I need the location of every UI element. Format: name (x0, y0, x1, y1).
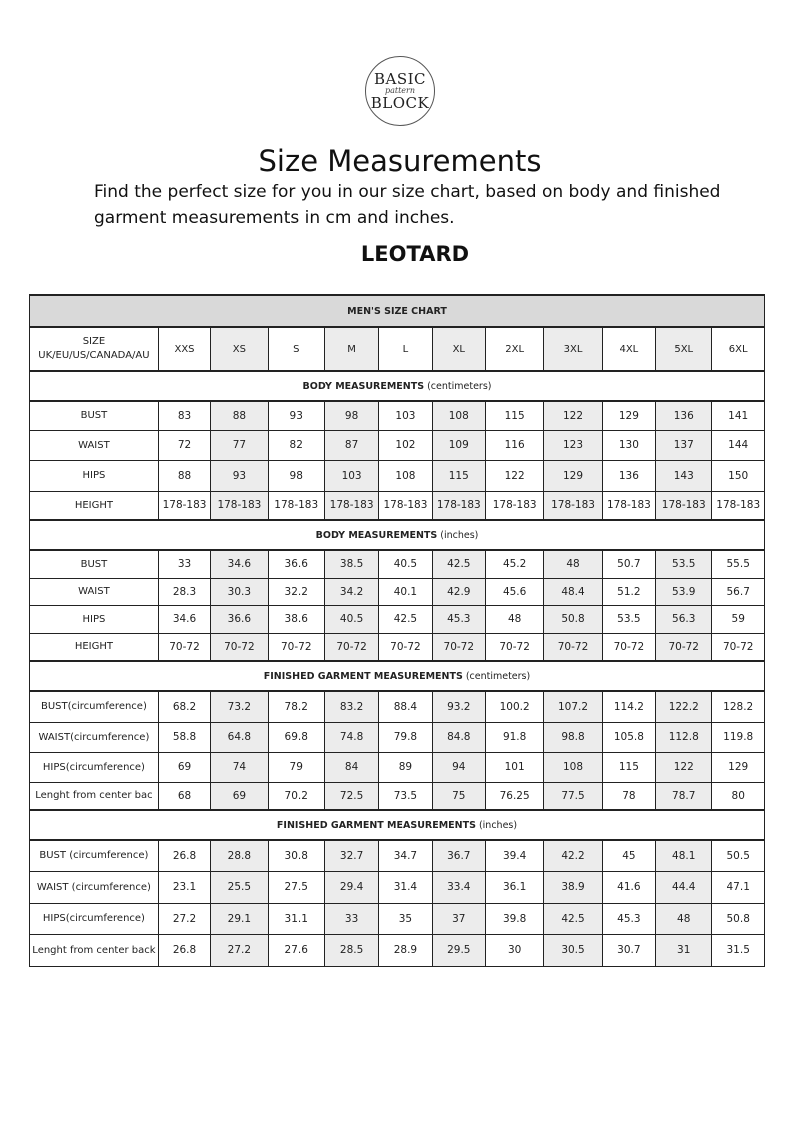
measurement-label: WAIST (30, 430, 159, 460)
size-label-cell (30, 327, 159, 371)
measurement-value: 122 (544, 401, 602, 430)
section-title-main: FINISHED GARMENT MEASUREMENTS (263, 670, 463, 682)
measurement-value: 129 (544, 460, 602, 491)
measurement-value: 78.2 (268, 691, 324, 722)
measurement-value: 28.3 (158, 578, 210, 605)
measurement-value: 28.8 (211, 840, 268, 871)
measurement-value: 35 (379, 903, 432, 934)
section-title-unit: (centimeters) (462, 670, 531, 682)
measurement-value: 27.5 (268, 871, 324, 903)
measurement-value: 141 (712, 401, 765, 430)
measurement-value: 39.8 (485, 903, 543, 934)
measurement-value: 41.6 (602, 871, 655, 903)
section-title-main: FINISHED GARMENT MEASUREMENTS (276, 819, 476, 831)
measurement-value: 178-183 (485, 491, 543, 520)
measurement-value: 103 (324, 460, 378, 491)
measurement-value: 42.5 (432, 550, 485, 578)
measurement-value: 78 (602, 782, 655, 810)
measurement-value: 128.2 (712, 691, 765, 722)
measurement-value: 34.2 (324, 578, 378, 605)
brand-logo (365, 56, 435, 126)
measurement-value: 77 (211, 430, 268, 460)
measurement-value: 34.7 (379, 840, 432, 871)
measurement-value: 36.7 (432, 840, 485, 871)
measurement-value: 69 (211, 782, 268, 810)
measurement-value: 84.8 (432, 722, 485, 752)
measurement-value: 129 (712, 752, 765, 782)
size-header-cell: L (379, 327, 432, 371)
measurement-value: 83 (158, 401, 210, 430)
measurement-value: 47.1 (712, 871, 765, 903)
section-header-row (30, 661, 765, 691)
measurement-value: 88.4 (379, 691, 432, 722)
measurement-value: 31.5 (712, 934, 765, 966)
measurement-value: 37 (432, 903, 485, 934)
measurement-value: 143 (656, 460, 712, 491)
measurement-value: 30 (485, 934, 543, 966)
measurement-value: 98.8 (544, 722, 602, 752)
logo-word-basic: BASIC (373, 69, 427, 88)
measurement-label: WAIST (30, 578, 159, 605)
measurement-value: 48.4 (544, 578, 602, 605)
measurement-value: 178-183 (158, 491, 210, 520)
measurement-value: 72 (158, 430, 210, 460)
section-title (30, 371, 765, 401)
measurement-value: 72.5 (324, 782, 378, 810)
measurement-value: 79.8 (379, 722, 432, 752)
measurement-value: 122.2 (656, 691, 712, 722)
measurement-row (30, 550, 765, 578)
measurement-value: 88 (211, 401, 268, 430)
measurement-value: 33.4 (432, 871, 485, 903)
measurement-value: 94 (432, 752, 485, 782)
measurement-value: 122 (656, 752, 712, 782)
measurement-value: 42.5 (544, 903, 602, 934)
measurement-value: 36.1 (485, 871, 543, 903)
measurement-row (30, 903, 765, 934)
measurement-value: 100.2 (485, 691, 543, 722)
measurement-value: 114.2 (602, 691, 655, 722)
measurement-value: 40.1 (379, 578, 432, 605)
measurement-value: 70-72 (656, 633, 712, 661)
size-label-regions: UK/EU/US/CANADA/AU (38, 350, 150, 361)
measurement-value: 70.2 (268, 782, 324, 810)
measurement-value: 129 (602, 401, 655, 430)
chart-banner: MEN'S SIZE CHART (30, 295, 765, 327)
chart-banner-row (30, 295, 765, 327)
measurement-value: 150 (712, 460, 765, 491)
size-header-cell: 4XL (602, 327, 655, 371)
measurement-value: 31 (656, 934, 712, 966)
measurement-label: Lenght from center back (30, 934, 159, 966)
measurement-value: 112.8 (656, 722, 712, 752)
measurement-value: 73.5 (379, 782, 432, 810)
measurement-value: 27.6 (268, 934, 324, 966)
section-header-row (30, 810, 765, 840)
measurement-label: BUST (circumference) (30, 840, 159, 871)
measurement-value: 33 (158, 550, 210, 578)
measurement-value: 102 (379, 430, 432, 460)
measurement-value: 48 (544, 550, 602, 578)
size-header-cell: 3XL (544, 327, 602, 371)
measurement-row (30, 401, 765, 430)
measurement-value: 178-183 (379, 491, 432, 520)
measurement-value: 29.4 (324, 871, 378, 903)
logo-word-block: BLOCK (370, 93, 430, 112)
measurement-value: 70-72 (712, 633, 765, 661)
measurement-value: 75 (432, 782, 485, 810)
measurement-value: 34.6 (211, 550, 268, 578)
product-name: LEOTARD (360, 242, 470, 266)
section-title-main: BODY MEASUREMENTS (315, 529, 438, 541)
measurement-label: HEIGHT (30, 633, 159, 661)
size-header-cell: 5XL (656, 327, 712, 371)
measurement-value: 50.8 (712, 903, 765, 934)
size-header-cell: XXS (158, 327, 210, 371)
measurement-value: 119.8 (712, 722, 765, 752)
measurement-value: 55.5 (712, 550, 765, 578)
measurement-value: 178-183 (268, 491, 324, 520)
size-header-cell: M (324, 327, 378, 371)
measurement-value: 93 (211, 460, 268, 491)
measurement-value: 36.6 (268, 550, 324, 578)
measurement-value: 59 (712, 605, 765, 633)
measurement-row (30, 782, 765, 810)
measurement-value: 53.5 (602, 605, 655, 633)
measurement-row (30, 605, 765, 633)
section-title (30, 520, 765, 550)
measurement-value: 28.9 (379, 934, 432, 966)
measurement-value: 178-183 (712, 491, 765, 520)
measurement-value: 45 (602, 840, 655, 871)
measurement-row (30, 722, 765, 752)
measurement-row (30, 460, 765, 491)
measurement-row (30, 840, 765, 871)
measurement-value: 36.6 (211, 605, 268, 633)
measurement-value: 68.2 (158, 691, 210, 722)
measurement-value: 70-72 (544, 633, 602, 661)
measurement-value: 45.3 (432, 605, 485, 633)
measurement-value: 68 (158, 782, 210, 810)
measurement-value: 82 (268, 430, 324, 460)
measurement-label: HIPS(circumference) (30, 752, 159, 782)
measurement-value: 42.5 (379, 605, 432, 633)
measurement-value: 30.7 (602, 934, 655, 966)
measurement-value: 69.8 (268, 722, 324, 752)
measurement-label: WAIST(circumference) (30, 722, 159, 752)
section-title (30, 810, 765, 840)
measurement-value: 50.8 (544, 605, 602, 633)
measurement-value: 38.6 (268, 605, 324, 633)
measurement-value: 70-72 (158, 633, 210, 661)
size-header-cell: 2XL (485, 327, 543, 371)
measurement-value: 45.6 (485, 578, 543, 605)
size-header-cell: XL (432, 327, 485, 371)
measurement-value: 23.1 (158, 871, 210, 903)
measurement-value: 27.2 (211, 934, 268, 966)
measurement-value: 74 (211, 752, 268, 782)
size-label-title: SIZE (82, 336, 106, 347)
measurement-value: 122 (485, 460, 543, 491)
section-header-row (30, 371, 765, 401)
measurement-value: 78.7 (656, 782, 712, 810)
measurement-value: 50.7 (602, 550, 655, 578)
measurement-value: 98 (324, 401, 378, 430)
size-chart-table (29, 294, 765, 967)
measurement-value: 70-72 (602, 633, 655, 661)
measurement-label: BUST(circumference) (30, 691, 159, 722)
measurement-value: 30.5 (544, 934, 602, 966)
measurement-label: HEIGHT (30, 491, 159, 520)
measurement-value: 70-72 (432, 633, 485, 661)
measurement-row (30, 430, 765, 460)
measurement-value: 115 (432, 460, 485, 491)
measurement-value: 108 (432, 401, 485, 430)
measurement-label: BUST (30, 401, 159, 430)
section-title (30, 661, 765, 691)
measurement-value: 48 (485, 605, 543, 633)
measurement-label: HIPS (30, 460, 159, 491)
measurement-value: 84 (324, 752, 378, 782)
measurement-row (30, 871, 765, 903)
measurement-value: 44.4 (656, 871, 712, 903)
section-title-unit: (inches) (437, 529, 479, 541)
measurement-value: 53.5 (656, 550, 712, 578)
logo-word-pattern: pattern (384, 85, 416, 95)
measurement-value: 42.9 (432, 578, 485, 605)
measurement-value: 51.2 (602, 578, 655, 605)
measurement-value: 64.8 (211, 722, 268, 752)
measurement-value: 48.1 (656, 840, 712, 871)
measurement-value: 27.2 (158, 903, 210, 934)
measurement-value: 26.8 (158, 840, 210, 871)
measurement-value: 31.4 (379, 871, 432, 903)
measurement-value: 53.9 (656, 578, 712, 605)
measurement-value: 77.5 (544, 782, 602, 810)
measurement-value: 56.7 (712, 578, 765, 605)
measurement-value: 45.3 (602, 903, 655, 934)
section-title-main: BODY MEASUREMENTS (302, 380, 425, 392)
measurement-value: 34.6 (158, 605, 210, 633)
size-header-cell: XS (211, 327, 268, 371)
section-title-unit: (inches) (475, 819, 518, 831)
measurement-value: 115 (602, 752, 655, 782)
measurement-value: 45.2 (485, 550, 543, 578)
measurement-row (30, 578, 765, 605)
measurement-value: 70-72 (485, 633, 543, 661)
measurement-value: 123 (544, 430, 602, 460)
measurement-value: 178-183 (324, 491, 378, 520)
measurement-value: 31.1 (268, 903, 324, 934)
measurement-value: 70-72 (211, 633, 268, 661)
measurement-value: 137 (656, 430, 712, 460)
measurement-value: 91.8 (485, 722, 543, 752)
measurement-value: 40.5 (324, 605, 378, 633)
measurement-value: 32.2 (268, 578, 324, 605)
measurement-label: Lenght from center bac (30, 782, 159, 810)
measurement-value: 29.5 (432, 934, 485, 966)
size-header-row (30, 327, 765, 371)
measurement-value: 87 (324, 430, 378, 460)
section-header-row (30, 520, 765, 550)
measurement-value: 80 (712, 782, 765, 810)
measurement-value: 25.5 (211, 871, 268, 903)
measurement-value: 56.3 (656, 605, 712, 633)
measurement-value: 42.2 (544, 840, 602, 871)
page-subtitle: Find the perfect size for you in our size chart, based on body and finished garment measurements in cm and inches. (94, 182, 721, 228)
measurement-value: 70-72 (324, 633, 378, 661)
measurement-value: 108 (544, 752, 602, 782)
measurement-value: 89 (379, 752, 432, 782)
measurement-value: 103 (379, 401, 432, 430)
measurement-value: 69 (158, 752, 210, 782)
measurement-value: 58.8 (158, 722, 210, 752)
measurement-value: 74.8 (324, 722, 378, 752)
size-header-cell: 6XL (712, 327, 765, 371)
measurement-value: 130 (602, 430, 655, 460)
measurement-value: 178-183 (544, 491, 602, 520)
measurement-row (30, 691, 765, 722)
measurement-row (30, 491, 765, 520)
measurement-value: 48 (656, 903, 712, 934)
measurement-label: HIPS (30, 605, 159, 633)
measurement-value: 105.8 (602, 722, 655, 752)
measurement-value: 70-72 (268, 633, 324, 661)
measurement-value: 39.4 (485, 840, 543, 871)
measurement-label: BUST (30, 550, 159, 578)
measurement-value: 26.8 (158, 934, 210, 966)
measurement-value: 115 (485, 401, 543, 430)
page-title: Size Measurements (258, 144, 542, 178)
size-header-cell: S (268, 327, 324, 371)
measurement-value: 93.2 (432, 691, 485, 722)
measurement-value: 144 (712, 430, 765, 460)
measurement-value: 73.2 (211, 691, 268, 722)
measurement-value: 178-183 (432, 491, 485, 520)
measurement-value: 70-72 (379, 633, 432, 661)
measurement-value: 178-183 (656, 491, 712, 520)
measurement-value: 76.25 (485, 782, 543, 810)
measurement-value: 29.1 (211, 903, 268, 934)
measurement-value: 38.9 (544, 871, 602, 903)
measurement-value: 107.2 (544, 691, 602, 722)
measurement-value: 98 (268, 460, 324, 491)
measurement-value: 30.8 (268, 840, 324, 871)
measurement-value: 40.5 (379, 550, 432, 578)
measurement-value: 50.5 (712, 840, 765, 871)
measurement-value: 83.2 (324, 691, 378, 722)
section-title-unit: (centimeters) (424, 380, 492, 392)
measurement-label: WAIST (circumference) (30, 871, 159, 903)
measurement-value: 136 (602, 460, 655, 491)
measurement-row (30, 633, 765, 661)
measurement-value: 108 (379, 460, 432, 491)
measurement-label: HIPS(circumference) (30, 903, 159, 934)
measurement-value: 109 (432, 430, 485, 460)
measurement-value: 79 (268, 752, 324, 782)
measurement-value: 88 (158, 460, 210, 491)
measurement-value: 33 (324, 903, 378, 934)
measurement-value: 178-183 (602, 491, 655, 520)
measurement-value: 93 (268, 401, 324, 430)
measurement-row (30, 752, 765, 782)
measurement-value: 32.7 (324, 840, 378, 871)
measurement-value: 116 (485, 430, 543, 460)
measurement-value: 178-183 (211, 491, 268, 520)
measurement-value: 101 (485, 752, 543, 782)
measurement-value: 136 (656, 401, 712, 430)
measurement-value: 38.5 (324, 550, 378, 578)
measurement-value: 28.5 (324, 934, 378, 966)
measurement-row (30, 934, 765, 966)
measurement-value: 30.3 (211, 578, 268, 605)
